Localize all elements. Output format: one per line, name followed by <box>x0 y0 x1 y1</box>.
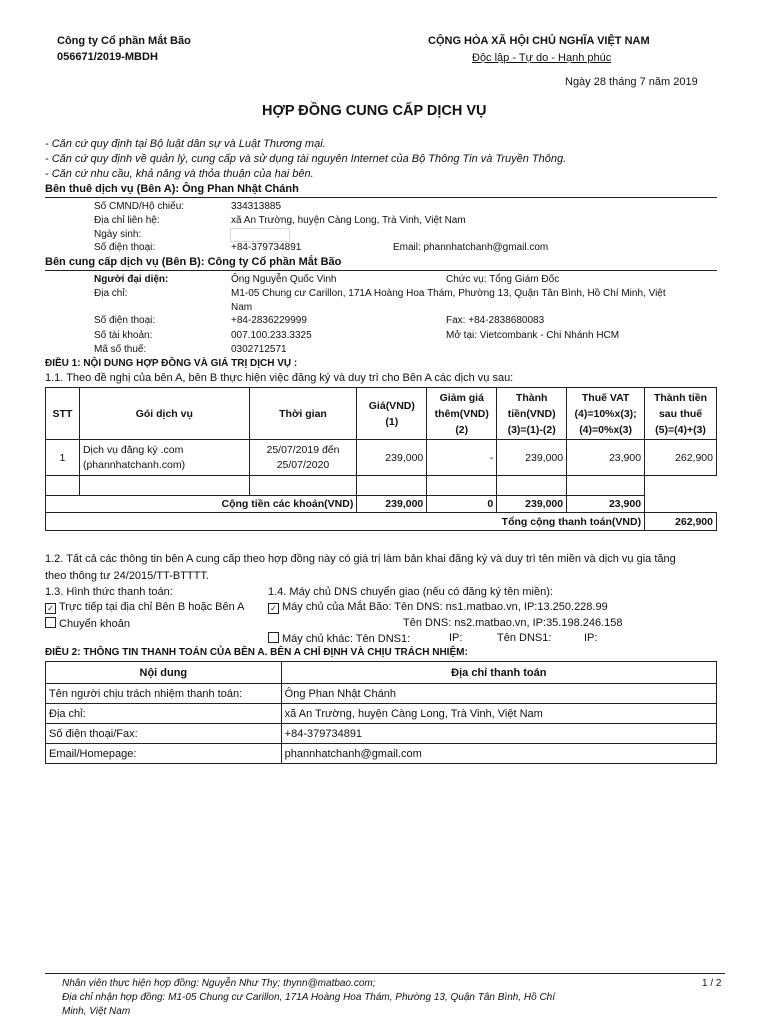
contract-date: Ngày 28 tháng 7 năm 2019 <box>565 76 698 88</box>
clause-1-3: 1.3. Hình thức thanh toán: <box>45 586 173 598</box>
table-row-empty <box>46 476 717 496</box>
party-b-address-cont: Nam <box>231 302 253 313</box>
checkbox-checked-icon[interactable]: ✓ <box>268 603 279 614</box>
grand-total-label: Tổng cộng thanh toán(VND) <box>46 513 645 531</box>
dob-field <box>230 228 290 242</box>
row-stt: 1 <box>46 440 80 476</box>
row-total: 262,900 <box>645 440 717 476</box>
sum-amount: 239,000 <box>497 496 567 513</box>
checkbox-empty-icon[interactable] <box>268 632 279 643</box>
party-a-id: 334313885 <box>231 201 282 212</box>
nation-title: CỘNG HÒA XÃ HỘI CHỦ NGHĨA VIỆT NAM <box>428 35 650 47</box>
label: Số tài khoản: <box>94 330 153 341</box>
label: Số điện thoại: <box>94 315 156 326</box>
footer-staff: Nhân viên thực hiện hợp đồng: Nguyễn Như Thy; thynn@matbao.com; <box>62 978 376 989</box>
table-row: Địa chỉ: xã An Trường, huyện Càng Long, Trà Vinh, Việt Nam <box>46 704 717 724</box>
label: Ngày sinh: <box>94 229 142 240</box>
page-title: HỢP ĐỒNG CUNG CẤP DỊCH VỤ <box>262 103 487 119</box>
grand-total-row <box>46 513 717 531</box>
footer-address-cont: Minh, Việt Nam <box>62 1006 131 1017</box>
motto: Độc lập - Tự do - Hạnh phúc <box>472 52 612 64</box>
grand-total-value: 262,900 <box>645 513 717 531</box>
party-b-address: M1-05 Chung cư Carillon, 171A Hoàng Hoa Thám, Phường 13, Quận Tân Bình, Hồ Chí Minh, Việt <box>231 288 666 299</box>
party-b-bank: Mở tại: Vietcombank - Chi Nhánh HCM <box>446 330 620 341</box>
column-header: Giảm giá thêm(VND) (2) <box>427 388 497 440</box>
party-b-representative: Ông Nguyễn Quốc Vinh <box>231 274 337 285</box>
dns-option-other[interactable]: Máy chủ khác: Tên DNS1: <box>268 632 410 645</box>
label: Địa chỉ: <box>94 288 128 299</box>
label: Mã số thuế: <box>94 344 147 355</box>
label: Số điện thoại: <box>94 242 156 253</box>
party-a-address: xã An Trường, huyện Càng Long, Trà Vinh, Việt Nam <box>231 215 466 226</box>
dns-line-2: Tên DNS: ns2.matbao.vn, IP:35.198.246.158 <box>403 617 623 629</box>
label: Người đại diện: <box>94 274 169 285</box>
row-amount: 239,000 <box>497 440 567 476</box>
divider <box>45 197 717 198</box>
column-header: Thành tiền(VND) (3)=(1)-(2) <box>497 388 567 440</box>
dns-option-matbao[interactable]: ✓ Máy chủ của Mắt Bão: Tên DNS: ns1.matbao.vn, IP:13.250.228.99 <box>268 601 608 614</box>
row-price: 239,000 <box>357 440 427 476</box>
checkbox-checked-icon[interactable]: ✓ <box>45 603 56 614</box>
party-b-account: 007.100.233.3325 <box>231 330 312 341</box>
row-period: 25/07/2019 đến 25/07/2020 <box>249 440 357 476</box>
party-b-phone: +84-2836229999 <box>231 315 307 326</box>
row-discount: - <box>427 440 497 476</box>
page-number: 1 / 2 <box>702 978 722 989</box>
party-b-heading: Bên cung cấp dịch vụ (Bên B): Công ty Cổ phần Mắt Bão <box>45 256 342 268</box>
column-header: Giá(VND) (1) <box>357 388 427 440</box>
column-header: Thành tiền sau thuế (5)=(4)+(3) <box>645 388 717 440</box>
table-row <box>46 440 717 476</box>
row-service: Dịch vụ đăng ký .com (phannhatchanh.com) <box>79 440 249 476</box>
table-row: Email/Homepage: phannhatchanh@gmail.com <box>46 744 717 764</box>
payment-option-direct[interactable]: ✓ Trực tiếp tại địa chỉ Bên B hoặc Bên A <box>45 601 245 614</box>
table-header <box>46 662 717 684</box>
column-header: Thời gian <box>249 388 357 440</box>
label: Địa chỉ liên hệ: <box>94 215 160 226</box>
column-header: Nội dung <box>46 662 282 684</box>
article-2-heading: ĐIỀU 2: THÔNG TIN THANH TOÁN CỦA BÊN A. BÊN A CHỈ ĐỊNH VÀ CHỊU TRÁCH NHIỆM: <box>45 647 468 658</box>
column-header: Gói dịch vụ <box>79 388 249 440</box>
dns-ip2-label: IP: <box>584 632 598 644</box>
party-b-position: Chức vụ: Tổng Giám Đốc <box>446 274 560 285</box>
preamble-line: - Căn cứ quy định về quản lý, cung cấp và sử dụng tài nguyên Internet của Bộ Thông Tin và Truyền Thông. <box>45 153 567 165</box>
article-1-heading: ĐIỀU 1: NỘI DUNG HỢP ĐỒNG VÀ GIÁ TRỊ DỊCH VỤ : <box>45 358 298 369</box>
party-b-tax-code: 0302712571 <box>231 344 287 355</box>
service-table <box>45 387 717 531</box>
sum-price: 239,000 <box>357 496 427 513</box>
contract-number: 056671/2019-MBDH <box>57 51 158 63</box>
sum-row <box>46 496 717 513</box>
table-header <box>46 388 717 440</box>
table-row: Số điện thoại/Fax: +84-379734891 <box>46 724 717 744</box>
footer-divider <box>45 973 725 974</box>
dns2-label: Tên DNS1: <box>497 632 552 644</box>
party-a-phone: +84-379734891 <box>231 242 302 253</box>
dns-ip1-label: IP: <box>449 632 463 644</box>
payment-info-table <box>45 661 717 764</box>
footer-address: Địa chỉ nhận hợp đồng: M1-05 Chung cư Carillon, 171A Hoàng Hoa Thám, Phường 13, Quận Tân Bình, Hồ Chí <box>62 992 556 1003</box>
row-vat: 23,900 <box>567 440 645 476</box>
column-header: Thuế VAT (4)=10%x(3); (4)=0%x(3) <box>567 388 645 440</box>
party-a-email: Email: phannhatchanh@gmail.com <box>393 242 549 253</box>
preamble-line: - Căn cứ quy định tại Bộ luật dân sự và Luật Thương mại. <box>45 138 326 150</box>
clause-1-2-cont: theo thông tư 24/2015/TT-BTTTT. <box>45 570 209 582</box>
checkbox-empty-icon[interactable] <box>45 617 56 628</box>
article-1-intro: 1.1. Theo đề nghị của bên A, bên B thực hiện việc đăng ký và duy trì cho Bên A các dịch vụ sau: <box>45 372 514 384</box>
divider <box>45 270 717 271</box>
column-header: STT <box>46 388 80 440</box>
company-name: Công ty Cổ phần Mắt Bão <box>57 35 191 47</box>
clause-1-2: 1.2. Tất cả các thông tin bên A cung cấp theo hợp đồng này có giá trị làm bản khai đăng ký và duy trì tên miền và dịch vụ gia tăng <box>45 553 676 565</box>
sum-discount: 0 <box>427 496 497 513</box>
party-b-fax: Fax: +84-2838680083 <box>446 315 545 326</box>
label: Số CMND/Hộ chiếu: <box>94 201 185 212</box>
clause-1-4: 1.4. Máy chủ DNS chuyển giao (nếu có đăng ký tên miền): <box>268 586 553 598</box>
preamble-line: - Căn cứ nhu cầu, khả năng và thỏa thuận của hai bên. <box>45 168 314 180</box>
sum-vat: 23,900 <box>567 496 645 513</box>
column-header: Địa chỉ thanh toán <box>281 662 716 684</box>
table-row: Tên người chịu trách nhiệm thanh toán: Ông Phan Nhật Chánh <box>46 684 717 704</box>
payment-option-transfer[interactable]: Chuyển khoản <box>45 617 130 630</box>
sum-label: Cộng tiền các khoản(VND) <box>46 496 357 513</box>
party-a-heading: Bên thuê dịch vụ (Bên A): Ông Phan Nhật Chánh <box>45 183 299 195</box>
